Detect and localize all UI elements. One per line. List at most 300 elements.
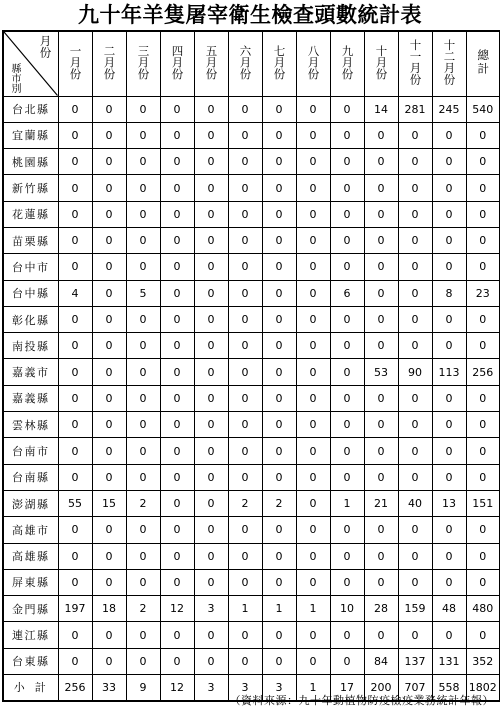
month-value-cell: 0 — [262, 201, 296, 227]
month-value-cell: 1 — [330, 490, 364, 516]
month-value-cell: 0 — [58, 543, 92, 569]
month-value-cell: 0 — [262, 412, 296, 438]
month-value-cell: 0 — [364, 333, 398, 359]
month-value-cell: 0 — [58, 201, 92, 227]
month-value-cell: 200 — [364, 675, 398, 701]
month-value-cell: 0 — [126, 227, 160, 253]
month-value-cell: 0 — [194, 201, 228, 227]
month-value-cell: 21 — [364, 490, 398, 516]
month-value-cell: 0 — [126, 464, 160, 490]
month-value-cell: 0 — [194, 569, 228, 595]
table-row — [3, 622, 500, 648]
month-value-cell: 48 — [432, 596, 466, 622]
county-name-cell: 嘉義市 — [3, 359, 58, 385]
corner-header-cell — [3, 31, 58, 96]
table-row — [3, 333, 500, 359]
month-value-cell: 0 — [398, 385, 432, 411]
month-value-cell: 0 — [296, 490, 330, 516]
month-value-cell: 0 — [228, 648, 262, 674]
month-value-cell: 0 — [92, 622, 126, 648]
month-header-2: 二月份 — [92, 31, 126, 96]
month-value-cell: 0 — [330, 96, 364, 122]
month-value-cell: 3 — [228, 675, 262, 701]
month-value-cell: 0 — [262, 622, 296, 648]
statistics-table — [2, 30, 500, 702]
month-value-cell: 0 — [330, 622, 364, 648]
month-header-1: 一月份 — [58, 31, 92, 96]
row-total-cell: 0 — [466, 333, 500, 359]
month-value-cell: 0 — [432, 227, 466, 253]
month-value-cell: 0 — [262, 648, 296, 674]
month-value-cell: 2 — [126, 596, 160, 622]
month-value-cell: 0 — [262, 517, 296, 543]
month-value-cell: 0 — [58, 149, 92, 175]
month-value-cell: 0 — [364, 464, 398, 490]
table-row — [3, 175, 500, 201]
month-value-cell: 0 — [432, 412, 466, 438]
month-value-cell: 0 — [58, 306, 92, 332]
month-value-cell: 0 — [398, 306, 432, 332]
month-value-cell: 0 — [126, 412, 160, 438]
month-value-cell: 0 — [58, 412, 92, 438]
month-header-11: 十一月份 — [398, 31, 432, 96]
table-row — [3, 359, 500, 385]
month-value-cell: 0 — [398, 464, 432, 490]
county-name-cell: 南投縣 — [3, 333, 58, 359]
month-value-cell: 3 — [194, 596, 228, 622]
month-value-cell: 0 — [58, 464, 92, 490]
month-value-cell: 0 — [330, 201, 364, 227]
month-value-cell: 0 — [126, 96, 160, 122]
month-value-cell: 0 — [296, 306, 330, 332]
month-value-cell: 0 — [364, 122, 398, 148]
month-value-cell: 4 — [58, 280, 92, 306]
county-name-cell: 台北縣 — [3, 96, 58, 122]
month-value-cell: 0 — [126, 254, 160, 280]
county-name-cell: 台南縣 — [3, 464, 58, 490]
month-value-cell: 0 — [364, 517, 398, 543]
row-total-cell: 0 — [466, 438, 500, 464]
row-total-cell: 0 — [466, 149, 500, 175]
month-value-cell: 2 — [126, 490, 160, 516]
month-value-cell: 0 — [126, 122, 160, 148]
month-value-cell: 0 — [160, 569, 194, 595]
month-value-cell: 0 — [228, 333, 262, 359]
table-row — [3, 280, 500, 306]
month-value-cell: 0 — [296, 412, 330, 438]
month-value-cell: 0 — [58, 227, 92, 253]
month-value-cell: 0 — [58, 359, 92, 385]
month-value-cell: 12 — [160, 596, 194, 622]
month-value-cell: 0 — [126, 333, 160, 359]
table-row — [3, 517, 500, 543]
table-row — [3, 385, 500, 411]
month-value-cell: 1 — [228, 596, 262, 622]
row-total-cell: 23 — [466, 280, 500, 306]
month-value-cell: 0 — [228, 464, 262, 490]
month-header-9: 九月份 — [330, 31, 364, 96]
month-value-cell: 0 — [92, 306, 126, 332]
table-body — [3, 96, 500, 701]
month-value-cell: 0 — [330, 149, 364, 175]
month-value-cell: 0 — [228, 517, 262, 543]
month-value-cell: 0 — [398, 517, 432, 543]
month-value-cell: 0 — [432, 622, 466, 648]
month-value-cell: 0 — [58, 385, 92, 411]
row-total-cell: 0 — [466, 306, 500, 332]
county-name-cell: 連江縣 — [3, 622, 58, 648]
month-value-cell: 0 — [330, 569, 364, 595]
month-value-cell: 12 — [160, 675, 194, 701]
month-value-cell: 0 — [262, 306, 296, 332]
month-value-cell: 3 — [262, 675, 296, 701]
month-value-cell: 0 — [296, 122, 330, 148]
month-value-cell: 0 — [296, 622, 330, 648]
month-value-cell: 0 — [126, 622, 160, 648]
county-name-cell: 桃園縣 — [3, 149, 58, 175]
month-value-cell: 0 — [160, 622, 194, 648]
month-value-cell: 0 — [364, 254, 398, 280]
month-value-cell: 0 — [432, 385, 466, 411]
month-value-cell: 28 — [364, 596, 398, 622]
table-row — [3, 254, 500, 280]
month-header-7: 七月份 — [262, 31, 296, 96]
month-value-cell: 0 — [296, 201, 330, 227]
month-value-cell: 9 — [126, 675, 160, 701]
month-value-cell: 0 — [296, 96, 330, 122]
month-value-cell: 0 — [296, 569, 330, 595]
month-value-cell: 0 — [228, 175, 262, 201]
month-value-cell: 0 — [92, 201, 126, 227]
month-value-cell: 0 — [398, 227, 432, 253]
month-value-cell: 0 — [262, 122, 296, 148]
month-value-cell: 0 — [228, 569, 262, 595]
month-value-cell: 0 — [194, 517, 228, 543]
month-value-cell: 0 — [92, 149, 126, 175]
month-value-cell: 0 — [398, 122, 432, 148]
month-value-cell: 0 — [330, 438, 364, 464]
month-value-cell: 0 — [160, 306, 194, 332]
month-value-cell: 0 — [398, 201, 432, 227]
month-value-cell: 0 — [432, 569, 466, 595]
month-value-cell: 0 — [296, 359, 330, 385]
month-value-cell: 0 — [330, 648, 364, 674]
table-row — [3, 648, 500, 674]
month-value-cell: 113 — [432, 359, 466, 385]
month-value-cell: 0 — [194, 359, 228, 385]
month-header-5: 五月份 — [194, 31, 228, 96]
month-value-cell: 13 — [432, 490, 466, 516]
county-name-cell: 高雄縣 — [3, 543, 58, 569]
month-value-cell: 0 — [398, 569, 432, 595]
month-value-cell: 0 — [330, 227, 364, 253]
month-value-cell: 0 — [92, 543, 126, 569]
month-value-cell: 0 — [194, 543, 228, 569]
month-value-cell: 0 — [194, 648, 228, 674]
month-value-cell: 0 — [160, 517, 194, 543]
month-value-cell: 90 — [398, 359, 432, 385]
row-total-cell: 0 — [466, 201, 500, 227]
month-value-cell: 0 — [262, 149, 296, 175]
month-value-cell: 0 — [262, 359, 296, 385]
month-value-cell: 0 — [398, 280, 432, 306]
month-value-cell: 0 — [398, 412, 432, 438]
month-value-cell: 0 — [92, 359, 126, 385]
corner-county-label: 縣市別 — [9, 62, 20, 93]
month-value-cell: 0 — [262, 385, 296, 411]
month-value-cell: 0 — [364, 438, 398, 464]
month-value-cell: 0 — [296, 227, 330, 253]
month-value-cell: 0 — [126, 149, 160, 175]
month-value-cell: 0 — [364, 385, 398, 411]
month-value-cell: 0 — [58, 569, 92, 595]
month-value-cell: 0 — [194, 490, 228, 516]
month-value-cell: 0 — [194, 333, 228, 359]
month-value-cell: 0 — [160, 464, 194, 490]
month-value-cell: 0 — [160, 359, 194, 385]
month-value-cell: 0 — [160, 385, 194, 411]
month-value-cell: 0 — [330, 175, 364, 201]
month-value-cell: 0 — [364, 543, 398, 569]
table-row — [3, 306, 500, 332]
month-value-cell: 0 — [330, 359, 364, 385]
row-total-cell: 352 — [466, 648, 500, 674]
row-total-cell: 0 — [466, 122, 500, 148]
month-value-cell: 0 — [330, 543, 364, 569]
month-value-cell: 0 — [364, 280, 398, 306]
month-value-cell: 3 — [194, 675, 228, 701]
table-row — [3, 201, 500, 227]
table-row — [3, 149, 500, 175]
month-value-cell: 0 — [296, 517, 330, 543]
month-header-3: 三月份 — [126, 31, 160, 96]
month-header-10: 十月份 — [364, 31, 398, 96]
month-value-cell: 0 — [262, 280, 296, 306]
month-value-cell: 0 — [398, 543, 432, 569]
month-value-cell: 2 — [262, 490, 296, 516]
subtotal-label: 小計 — [3, 675, 58, 701]
row-total-cell: 0 — [466, 412, 500, 438]
month-value-cell: 84 — [364, 648, 398, 674]
row-total-cell: 0 — [466, 517, 500, 543]
month-value-cell: 0 — [364, 569, 398, 595]
month-value-cell: 0 — [160, 96, 194, 122]
county-name-cell: 台南市 — [3, 438, 58, 464]
month-value-cell: 0 — [296, 438, 330, 464]
month-value-cell: 0 — [262, 175, 296, 201]
month-value-cell: 0 — [296, 333, 330, 359]
month-value-cell: 0 — [92, 96, 126, 122]
month-value-cell: 0 — [58, 438, 92, 464]
county-name-cell: 嘉義縣 — [3, 385, 58, 411]
table-title: 九十年羊隻屠宰衛生檢查頭數統計表 — [78, 2, 422, 27]
month-value-cell: 0 — [262, 227, 296, 253]
month-value-cell: 0 — [296, 385, 330, 411]
month-value-cell: 0 — [262, 464, 296, 490]
month-value-cell: 0 — [330, 385, 364, 411]
month-value-cell: 0 — [330, 122, 364, 148]
month-value-cell: 0 — [364, 149, 398, 175]
month-value-cell: 0 — [92, 569, 126, 595]
row-total-cell: 540 — [466, 96, 500, 122]
row-total-cell: 0 — [466, 227, 500, 253]
month-value-cell: 0 — [194, 254, 228, 280]
month-value-cell: 0 — [58, 517, 92, 543]
month-value-cell: 0 — [330, 306, 364, 332]
month-value-cell: 0 — [228, 254, 262, 280]
month-value-cell: 0 — [160, 438, 194, 464]
month-value-cell: 0 — [432, 306, 466, 332]
row-total-cell: 1802 — [466, 675, 500, 701]
row-total-cell: 480 — [466, 596, 500, 622]
month-value-cell: 0 — [160, 149, 194, 175]
table-header-row — [3, 31, 500, 96]
month-value-cell: 0 — [262, 569, 296, 595]
month-value-cell: 0 — [432, 438, 466, 464]
month-value-cell: 0 — [92, 385, 126, 411]
month-value-cell: 0 — [126, 359, 160, 385]
table-row — [3, 227, 500, 253]
month-value-cell: 8 — [432, 280, 466, 306]
county-name-cell: 金門縣 — [3, 596, 58, 622]
county-name-cell: 苗栗縣 — [3, 227, 58, 253]
month-value-cell: 0 — [58, 175, 92, 201]
month-value-cell: 18 — [92, 596, 126, 622]
month-value-cell: 15 — [92, 490, 126, 516]
month-value-cell: 0 — [296, 543, 330, 569]
month-header-8: 八月份 — [296, 31, 330, 96]
month-value-cell: 0 — [160, 543, 194, 569]
month-value-cell: 0 — [58, 122, 92, 148]
month-value-cell: 0 — [398, 622, 432, 648]
month-value-cell: 40 — [398, 490, 432, 516]
table-row — [3, 464, 500, 490]
month-value-cell: 281 — [398, 96, 432, 122]
month-value-cell: 0 — [364, 306, 398, 332]
month-value-cell: 0 — [228, 122, 262, 148]
month-value-cell: 1 — [296, 675, 330, 701]
month-value-cell: 1 — [296, 596, 330, 622]
month-value-cell: 0 — [92, 280, 126, 306]
month-value-cell: 0 — [364, 175, 398, 201]
month-value-cell: 0 — [228, 227, 262, 253]
month-value-cell: 0 — [126, 438, 160, 464]
month-value-cell: 0 — [432, 333, 466, 359]
month-value-cell: 0 — [432, 201, 466, 227]
month-value-cell: 0 — [228, 359, 262, 385]
month-value-cell: 0 — [92, 227, 126, 253]
row-total-cell: 0 — [466, 385, 500, 411]
month-value-cell: 0 — [194, 438, 228, 464]
month-value-cell: 0 — [228, 622, 262, 648]
month-value-cell: 0 — [194, 280, 228, 306]
month-value-cell: 0 — [126, 569, 160, 595]
month-value-cell: 0 — [296, 648, 330, 674]
month-value-cell: 0 — [160, 490, 194, 516]
month-value-cell: 0 — [194, 306, 228, 332]
month-value-cell: 0 — [58, 254, 92, 280]
month-value-cell: 0 — [126, 517, 160, 543]
month-value-cell: 0 — [58, 96, 92, 122]
month-value-cell: 0 — [432, 254, 466, 280]
month-value-cell: 0 — [58, 648, 92, 674]
month-header-12: 十二月份 — [432, 31, 466, 96]
month-value-cell: 5 — [126, 280, 160, 306]
month-value-cell: 6 — [330, 280, 364, 306]
month-value-cell: 0 — [194, 149, 228, 175]
month-value-cell: 0 — [92, 438, 126, 464]
month-value-cell: 0 — [228, 280, 262, 306]
row-total-cell: 0 — [466, 569, 500, 595]
month-value-cell: 0 — [262, 438, 296, 464]
row-total-cell: 0 — [466, 175, 500, 201]
month-value-cell: 0 — [364, 201, 398, 227]
total-header: 總計 — [466, 31, 500, 96]
month-value-cell: 0 — [432, 122, 466, 148]
month-value-cell: 0 — [228, 438, 262, 464]
month-value-cell: 0 — [126, 543, 160, 569]
month-value-cell: 0 — [126, 306, 160, 332]
month-value-cell: 0 — [228, 306, 262, 332]
month-value-cell: 0 — [296, 464, 330, 490]
table-row — [3, 596, 500, 622]
month-value-cell: 0 — [194, 622, 228, 648]
month-value-cell: 0 — [296, 254, 330, 280]
county-name-cell: 宜蘭縣 — [3, 122, 58, 148]
table-row — [3, 122, 500, 148]
month-value-cell: 0 — [262, 543, 296, 569]
month-value-cell: 0 — [228, 543, 262, 569]
month-value-cell: 0 — [58, 622, 92, 648]
month-value-cell: 0 — [432, 464, 466, 490]
month-value-cell: 0 — [126, 175, 160, 201]
month-value-cell: 0 — [432, 149, 466, 175]
county-name-cell: 雲林縣 — [3, 412, 58, 438]
county-name-cell: 屏東縣 — [3, 569, 58, 595]
month-value-cell: 256 — [58, 675, 92, 701]
month-value-cell: 0 — [330, 333, 364, 359]
month-value-cell: 159 — [398, 596, 432, 622]
month-value-cell: 0 — [160, 227, 194, 253]
month-value-cell: 0 — [398, 333, 432, 359]
month-value-cell: 0 — [92, 254, 126, 280]
month-value-cell: 131 — [432, 648, 466, 674]
month-value-cell: 14 — [364, 96, 398, 122]
county-name-cell: 台中市 — [3, 254, 58, 280]
month-value-cell: 0 — [398, 149, 432, 175]
month-value-cell: 0 — [92, 517, 126, 543]
month-value-cell: 0 — [432, 517, 466, 543]
month-value-cell: 0 — [330, 412, 364, 438]
table-row — [3, 438, 500, 464]
month-value-cell: 0 — [330, 464, 364, 490]
month-value-cell: 0 — [296, 175, 330, 201]
month-value-cell: 0 — [330, 254, 364, 280]
month-value-cell: 0 — [262, 96, 296, 122]
row-total-cell: 0 — [466, 254, 500, 280]
county-name-cell: 台中縣 — [3, 280, 58, 306]
month-value-cell: 0 — [398, 175, 432, 201]
month-value-cell: 0 — [194, 464, 228, 490]
month-value-cell: 0 — [126, 385, 160, 411]
county-name-cell: 高雄市 — [3, 517, 58, 543]
month-value-cell: 0 — [228, 201, 262, 227]
month-value-cell: 0 — [92, 464, 126, 490]
month-value-cell: 0 — [296, 280, 330, 306]
month-header-4: 四月份 — [160, 31, 194, 96]
month-value-cell: 0 — [160, 175, 194, 201]
month-value-cell: 0 — [92, 333, 126, 359]
